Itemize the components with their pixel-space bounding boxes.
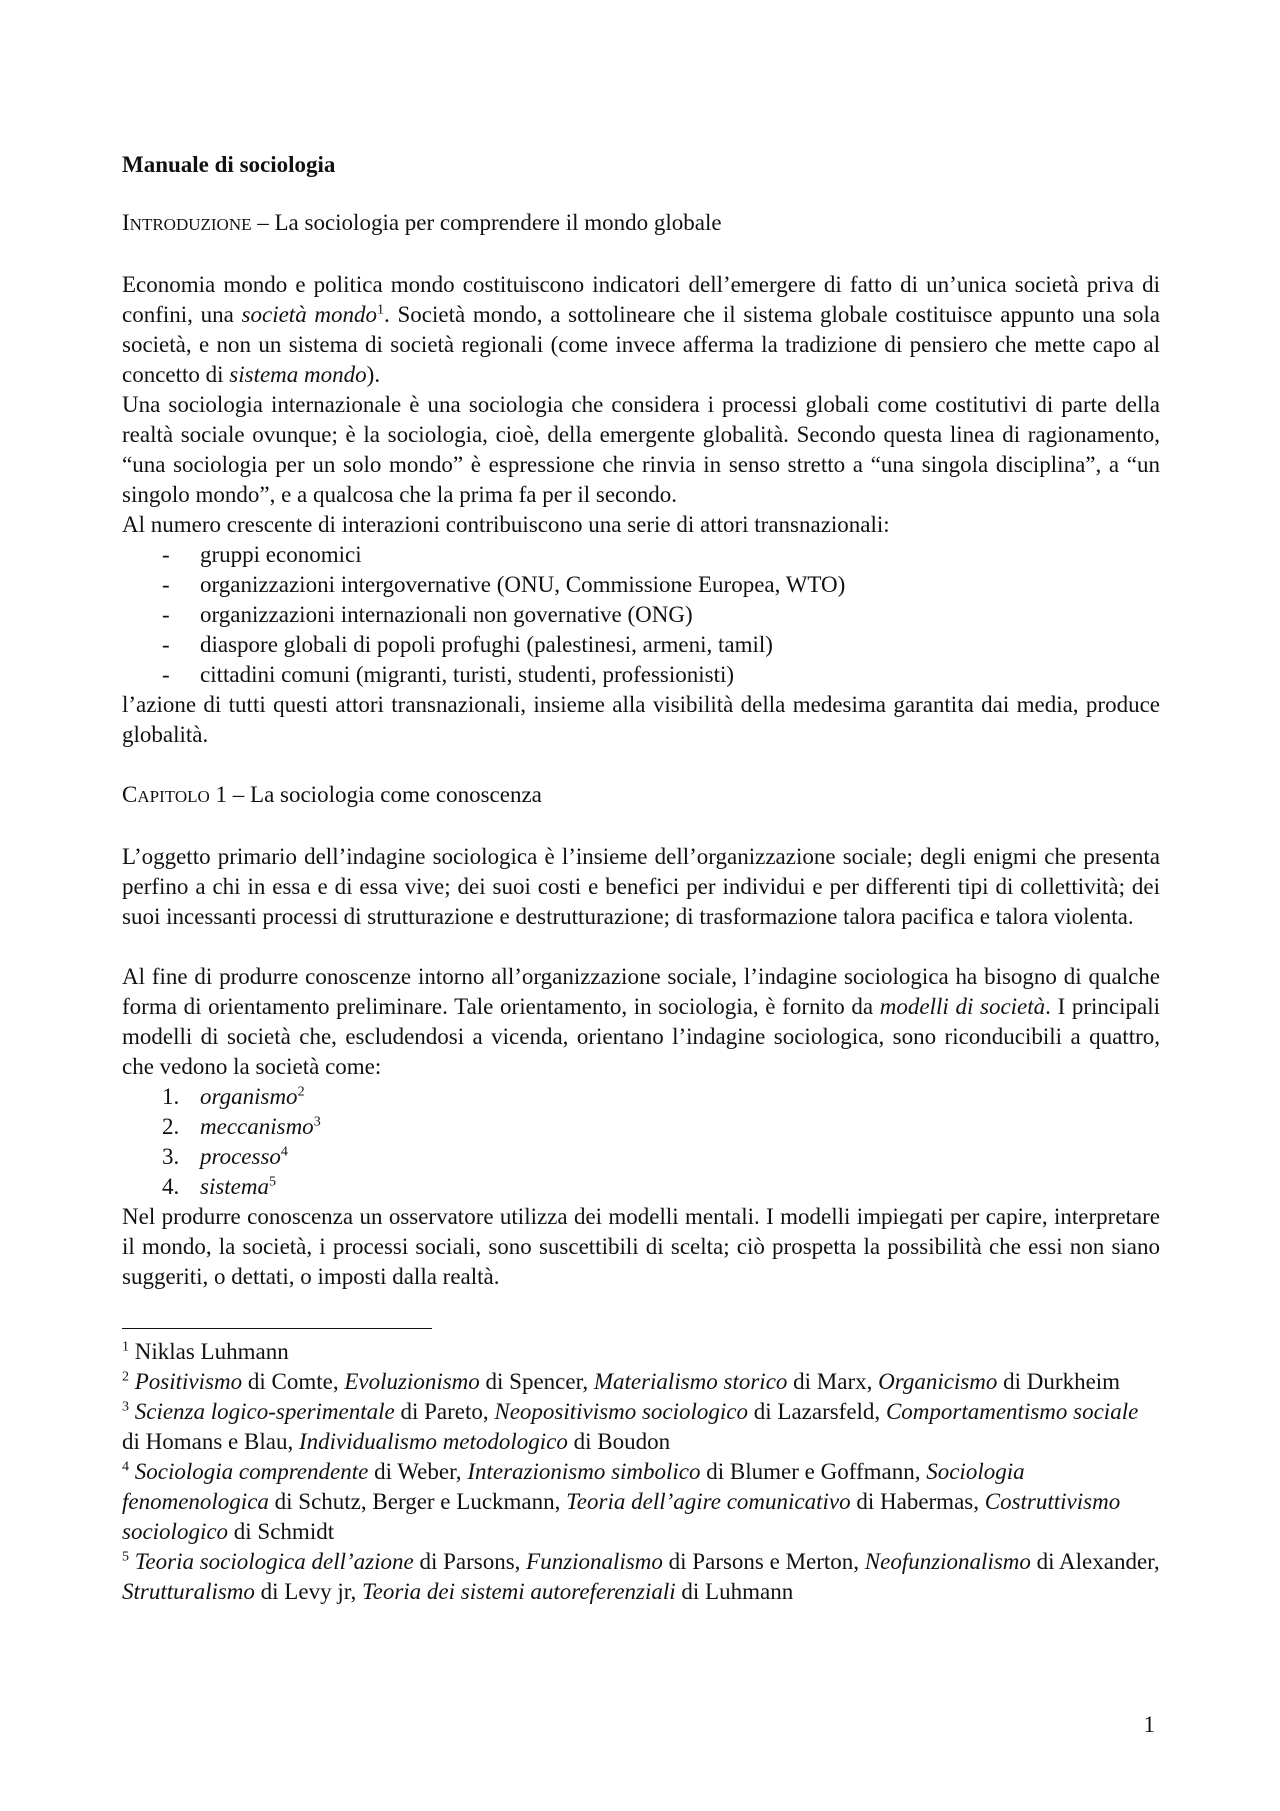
list-item: 4. sistema$^5$ (162, 1174, 276, 1199)
chapter1-paragraph-3: Nel produrre conoscenza un osservatore utilizza dei modelli mentali. I modelli impiegati per capire, interpretare il mondo, la società, i processi sociali, sono suscettibili di scelta; ciò prospetta la possibilità che essi non siano suggeriti, o dettati, o imposti dalla realtà. (122, 1204, 1160, 1289)
heading-subtitle: – La sociologia per comprendere il mondo globale (251, 210, 722, 235)
footnote-ref-4: 4 (280, 1144, 288, 1160)
society-models-list (122, 1082, 1160, 1202)
section-heading-capitolo-1 (122, 780, 1160, 812)
footnote-ref-1: 1 (377, 302, 385, 318)
heading-initial: C (122, 782, 138, 807)
list-bullet: - (162, 542, 170, 567)
footnotes (122, 1337, 1160, 1607)
chapter1-paragraph-1: L’oggetto primario dell’indagine sociologica è l’insieme dell’organizzazione sociale; degli enigmi che presenta perfino a chi in essa e di essa vive; dei suoi costi e benefici per individui e per differenti tipi di collettività; dei suoi incessanti processi di strutturazione e destrutturazione; di trasformazione talora pacifica e talora violenta. (122, 844, 1160, 929)
footnote-3: $^3$ Scienza logico-sperimentale di Pareto, Neopositivismo sociologico di Lazarsfeld, Comportamentismo sociale di Homans e Blau, Individualismo metodologico di Boudon (122, 1399, 1139, 1454)
footnote-ref-2: 2 (297, 1084, 305, 1100)
term-sistema-mondo: sistema mondo (229, 362, 367, 387)
heading-initial: I (122, 210, 130, 235)
list-bullet: - (162, 632, 170, 657)
list-item: 2. meccanismo$^3$ (162, 1114, 321, 1139)
footnote-divider (122, 1328, 432, 1329)
intro-paragraph-2: Una sociologia internazionale è una sociologia che considera i processi globali come costitutivi di parte della realtà sociale ovunque; è la sociologia, cioè, della emergente globalità. Secondo questa linea di ragionamento, “una sociologia per un solo mondo” è espressione che rinvia in senso stretto a “una singola disciplina”, a “un singolo mondo”, e a qualcosa che la prima fa per il secondo. (122, 392, 1160, 507)
list-bullet: - (162, 602, 170, 627)
list-bullet: - (162, 572, 170, 597)
term-societa-mondo: società mondo (241, 302, 378, 327)
document-title: Manuale di sociologia (122, 152, 336, 177)
chapter1-paragraph-2: Al fine di produrre conoscenze intorno all’organizzazione sociale, l’indagine sociologica ha bisogno di qualche forma di orientamento preliminare. Tale orientamento, in sociologia, è fornito da modelli di società. I principali modelli di società che, escludendosi a vicenda, orientano l’indagine sociologica, sono riconducibili a quattro, che vedono la società come: (122, 964, 1161, 1079)
footnote-ref-5: 5 (269, 1174, 276, 1190)
heading-subtitle: 1 – La sociologia come conoscenza (209, 782, 542, 807)
list-bullet: - (162, 662, 170, 687)
footnote-ref-3: 3 (313, 1114, 321, 1130)
intro-paragraph-4: l’azione di tutti questi attori transnazionali, insieme alla visibilità della medesima garantita dai media, produce globalità. (122, 692, 1160, 747)
intro-paragraph-3: Al numero crescente di interazioni contribuiscono una serie di attori transnazionali: (122, 512, 890, 537)
list-item: - organizzazioni internazionali non governative (ONG) (162, 600, 1160, 630)
footnote-5: $^5$ Teoria sociologica dell’azione di Parsons, Funzionalismo di Parsons e Merton, Neofunzionalismo di Alexander, Strutturalismo di Levy jr, Teoria dei sistemi autoreferenziali di Luhmann (122, 1549, 1160, 1604)
footnote-4: $^4$ Sociologia comprendente di Weber, Interazionismo simbolico di Blumer e Goffmann, Sociologia fenomenologica di Schutz, Berger e Luckmann, Teoria dell’agire comunicativo di Habermas, Costruttivismo sociologico di Schmidt (122, 1459, 1121, 1544)
list-item: - cittadini comuni (migranti, turisti, studenti, professionisti) (162, 660, 1160, 690)
list-item: - gruppi economici (162, 540, 1160, 570)
heading-smallcaps: NTRODUZIONE (129, 215, 252, 234)
list-item: - organizzazioni intergovernative (ONU, Commissione Europea, WTO) (162, 570, 1160, 600)
section-heading-introduzione (122, 208, 1160, 240)
footnote-2: $^2$ Positivismo di Comte, Evoluzionismo di Spencer, Materialismo storico di Marx, Organicismo di Durkheim (122, 1369, 1121, 1394)
page-number: 1 (1143, 1712, 1155, 1737)
term-modelli-di-societa: modelli di società (879, 994, 1046, 1019)
footnote-1: $^1$ Niklas Luhmann (122, 1339, 289, 1364)
list-item: 1. organismo$^2$ (162, 1084, 305, 1109)
intro-paragraph-1: Economia mondo e politica mondo costituiscono indicatori dell’emergere di fatto di un’unica società priva di confini, una società mondo$^1$. Società mondo, a sottolineare che il sistema globale costituisce appunto una sola società, e non un sistema di società regionali (come invece afferma la tradizione di pensiero che mette capo al concetto di sistema mondo). (122, 272, 1161, 387)
transnational-actors-list (122, 540, 1160, 690)
heading-smallcaps: APITOLO (137, 787, 210, 806)
list-item: - diaspore globali di popoli profughi (palestinesi, armeni, tamil) (162, 630, 1160, 660)
list-item: 3. processo$^4$ (162, 1144, 288, 1169)
